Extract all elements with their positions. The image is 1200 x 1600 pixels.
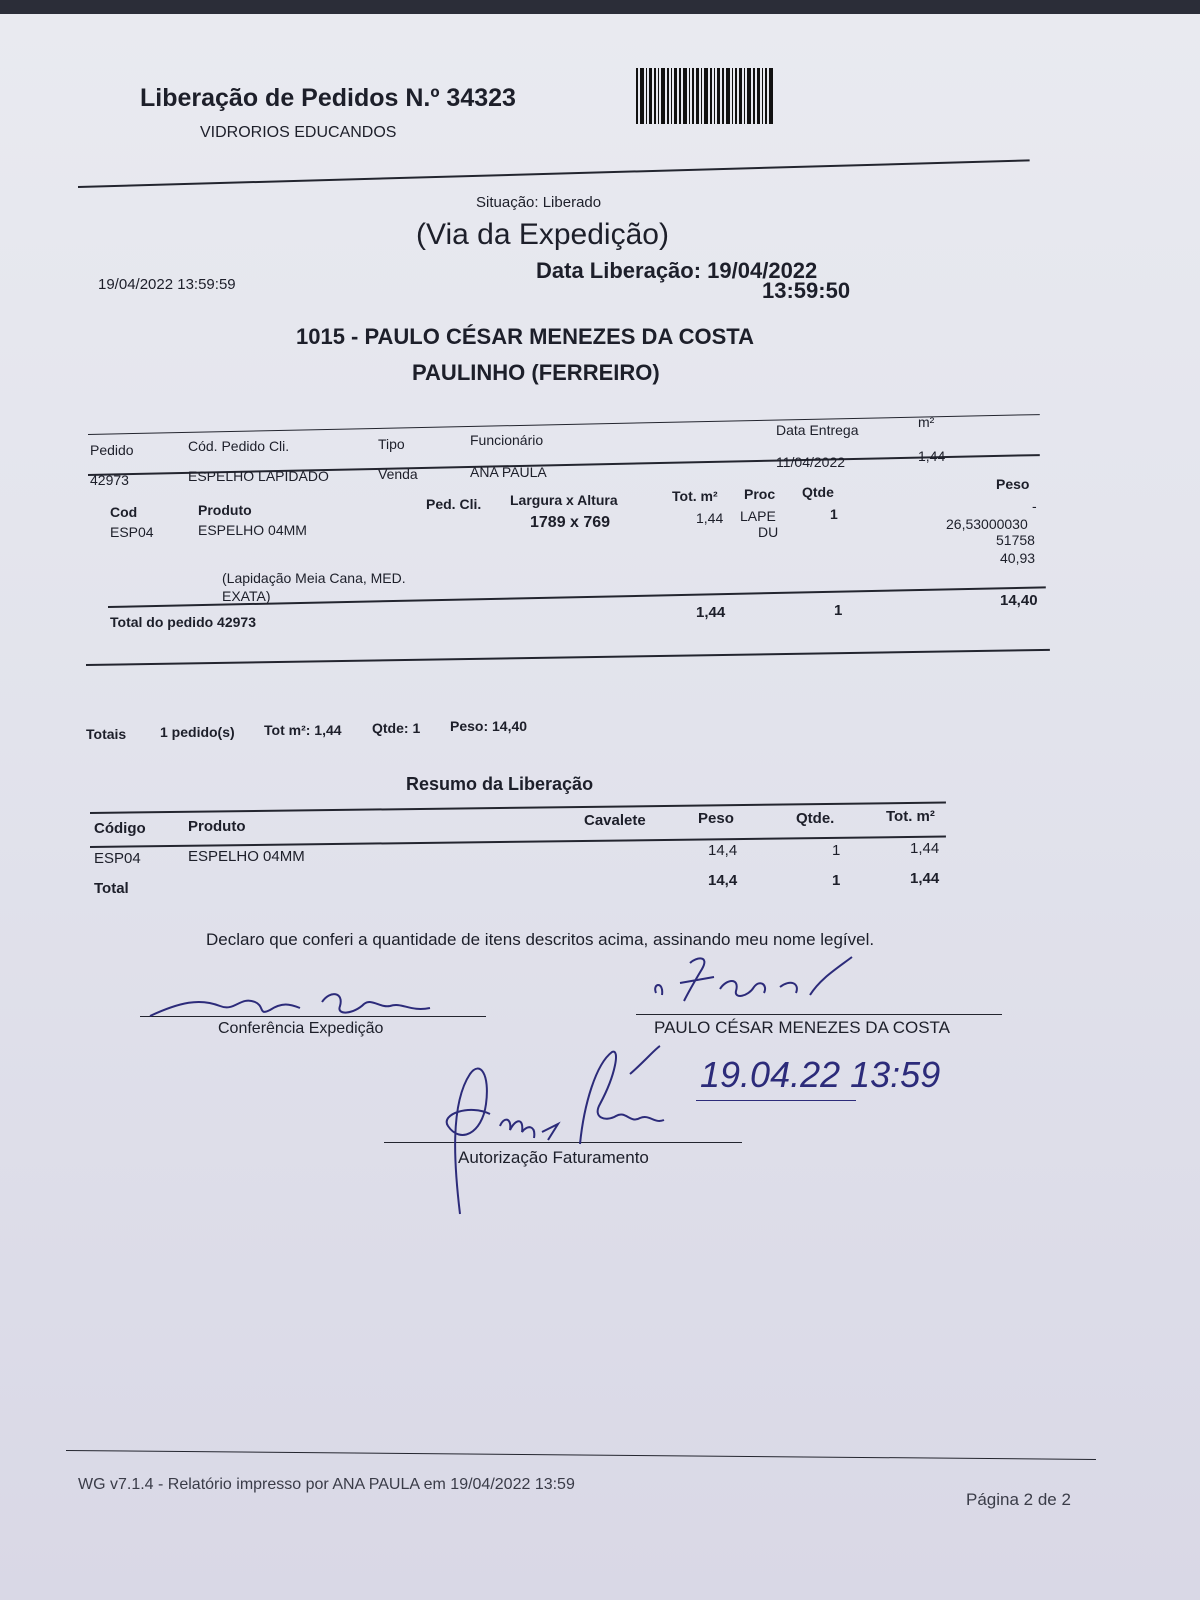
status-text: Situação: Liberado <box>476 194 602 211</box>
barcode-image <box>636 68 802 124</box>
declaration-text: Declaro que conferi a quantidade de itens descritos acima, assinando meu nome legível. <box>206 930 875 949</box>
footer-rule <box>66 1450 1096 1460</box>
item-col-cod: Cod <box>110 504 138 520</box>
summary-col-qtde: Qtde. <box>796 810 835 827</box>
summary-row-peso: 14,4 <box>708 842 738 859</box>
summary-row-qtde: 1 <box>832 842 841 859</box>
totals-orders: 1 pedido(s) <box>160 724 235 740</box>
item-col-proc: Proc <box>744 486 776 502</box>
totals-label: Totais <box>86 726 127 742</box>
summary-total-label: Total <box>94 880 129 897</box>
item-code: ESP04 <box>110 524 154 540</box>
col-funcionario: Funcionário <box>470 432 544 448</box>
summary-col-codigo: Código <box>94 820 146 837</box>
col-data-entrega: Data Entrega <box>776 422 859 438</box>
printed-timestamp: 19/04/2022 13:59:59 <box>98 276 236 293</box>
item-col-produto: Produto <box>198 502 252 518</box>
order-table-top-rule <box>88 414 1040 435</box>
item-observation-line2: EXATA) <box>222 588 271 604</box>
item-peso-dash: - <box>1032 498 1037 514</box>
item-col-tot-m2: Tot. m² <box>672 488 718 504</box>
summary-row-codigo: ESP04 <box>94 850 141 867</box>
summary-total-qtde: 1 <box>832 872 841 889</box>
client-signature-label: PAULO CÉSAR MENEZES DA COSTA <box>654 1018 950 1037</box>
summary-header-rule <box>90 836 946 848</box>
col-tipo: Tipo <box>378 436 405 452</box>
company-name: VIDRORIOS EDUCANDOS <box>200 124 397 141</box>
client-signature <box>650 949 880 1013</box>
client-signature-line <box>636 1014 1002 1015</box>
order-total-qtde: 1 <box>834 602 843 619</box>
item-dimensions: 1789 x 769 <box>530 514 611 531</box>
client-nickname: PAULINHO (FERREIRO) <box>412 360 660 385</box>
totals-qtde: Qtde: 1 <box>372 720 421 736</box>
release-time: 13:59:50 <box>762 278 851 303</box>
totals-peso: Peso: 14,40 <box>450 718 528 734</box>
document-title: Liberação de Pedidos N.º 34323 <box>140 84 516 112</box>
summary-col-peso: Peso <box>698 810 734 827</box>
page-number: Página 2 de 2 <box>966 1490 1071 1509</box>
order-client-code: ESPELHO LAPIDADO <box>188 468 329 484</box>
item-col-dimensions: Largura x Altura <box>510 492 618 508</box>
order-number: 42973 <box>90 472 129 488</box>
via-label: (Via da Expedição) <box>416 218 669 251</box>
order-total-peso: 14,40 <box>1000 592 1038 609</box>
order-total-m2: 1,44 <box>696 604 726 621</box>
handwritten-date: 19.04.22 13:59 <box>700 1054 941 1095</box>
order-type: Venda <box>378 466 418 482</box>
header-divider <box>78 159 1030 188</box>
item-peso-line2: 51758 <box>996 532 1035 548</box>
item-tot-m2: 1,44 <box>696 510 724 526</box>
order-end-rule <box>86 649 1050 666</box>
summary-col-cavalete: Cavalete <box>584 812 646 829</box>
order-m2: 1,44 <box>918 448 946 464</box>
item-product: ESPELHO 04MM <box>198 522 307 538</box>
summary-title: Resumo da Liberação <box>406 774 594 794</box>
item-qtde: 1 <box>830 506 838 522</box>
totals-m2: Tot m²: 1,44 <box>264 722 342 738</box>
release-date: Data Liberação: 19/04/2022 <box>536 258 818 283</box>
item-peso-line1: 26,53000030 <box>946 516 1028 532</box>
order-employee: ANA PAULA <box>470 464 547 480</box>
summary-col-tot-m2: Tot. m² <box>886 808 935 825</box>
col-cod-pedido-cli: Cód. Pedido Cli. <box>188 438 290 454</box>
item-col-qtde: Qtde <box>802 484 834 500</box>
summary-total-tot-m2: 1,44 <box>910 870 940 887</box>
summary-row-produto: ESPELHO 04MM <box>188 848 305 865</box>
handwritten-date-underline <box>696 1100 856 1101</box>
autorizacao-signature <box>430 1044 690 1224</box>
item-observation-line1: (Lapidação Meia Cana, MED. <box>222 570 406 586</box>
order-delivery-date: 11/04/2022 <box>776 454 846 470</box>
order-total-label: Total do pedido 42973 <box>110 614 256 630</box>
item-proc-line2: DU <box>758 524 779 540</box>
autorizacao-label: Autorização Faturamento <box>458 1148 649 1167</box>
client-name: 1015 - PAULO CÉSAR MENEZES DA COSTA <box>296 324 754 349</box>
item-peso-line3: 40,93 <box>1000 550 1036 566</box>
conferencia-label: Conferência Expedição <box>218 1020 384 1037</box>
conferencia-signature <box>140 984 460 1024</box>
item-col-peso: Peso <box>996 476 1030 492</box>
summary-total-peso: 14,4 <box>708 872 738 889</box>
summary-row-tot-m2: 1,44 <box>910 840 940 857</box>
col-pedido: Pedido <box>90 442 134 458</box>
item-proc-line1: LAPE <box>740 508 776 524</box>
summary-col-produto: Produto <box>188 818 246 835</box>
footer-print-info: WG v7.1.4 - Relatório impresso por ANA PAULA em 19/04/2022 13:59 <box>78 1476 575 1493</box>
item-col-ped-cli: Ped. Cli. <box>426 496 482 512</box>
document-page <box>0 14 1200 1600</box>
col-m2: m² <box>918 414 935 430</box>
